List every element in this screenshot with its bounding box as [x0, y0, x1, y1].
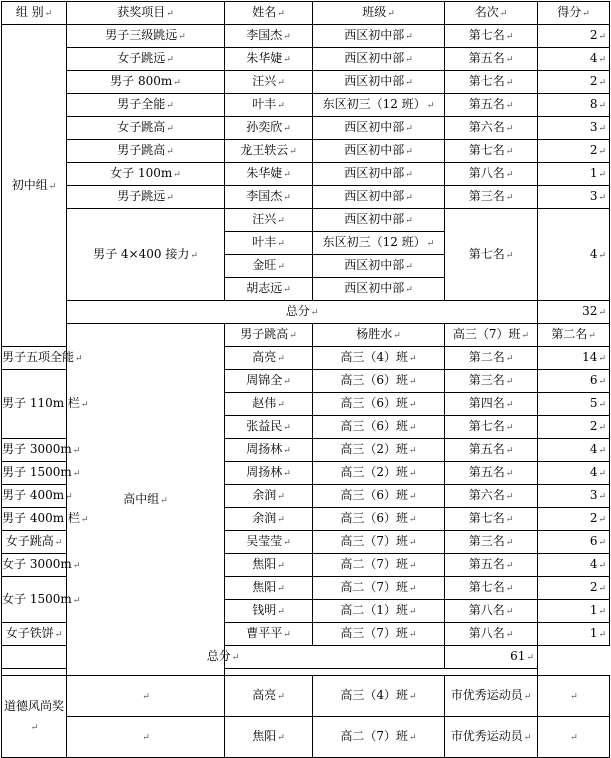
name-cell: 钱明 ↵ [225, 600, 313, 623]
class-cell: 高二（7）班 ↵ [313, 577, 445, 600]
class-cell: 西区初中部 ↵ [313, 25, 445, 48]
rank-cell: 第三名 ↵ [445, 531, 538, 554]
class-cell: 高三（6）班 ↵ [313, 485, 445, 508]
rank-cell-relay: 第七名 ↵ [445, 209, 538, 301]
header-event: 获奖项目 ↵ [67, 2, 225, 25]
event-cell: 女子铁饼 ↵ [2, 623, 67, 646]
header-score: 得分 ↵ [538, 2, 610, 25]
name-cell: 张益民 ↵ [225, 416, 313, 439]
event-cell: 女子跳高 ↵ [2, 531, 67, 554]
class-cell: 西区初中部 ↵ [313, 140, 445, 163]
name-cell: 胡志远 ↵ [225, 278, 313, 301]
header-group: 组 别 ↵ [2, 2, 67, 25]
table-row [2, 48, 610, 71]
class-cell: 西区初中部 ↵ [313, 48, 445, 71]
rank-cell: 第三名 ↵ [445, 186, 538, 209]
event-cell-hurdles: 男子 110m 栏 ↵ [2, 370, 67, 439]
rank-cell: 第五名 ↵ [445, 48, 538, 71]
score-cell: 2 ↵ [538, 140, 610, 163]
total-row-senior [2, 646, 610, 669]
name-cell: 朱华婕 ↵ [225, 48, 313, 71]
score-cell: 1 ↵ [538, 600, 610, 623]
name-cell: 叶丰 ↵ [225, 94, 313, 117]
class-cell: 西区初中部 ↵ [313, 209, 445, 232]
event-cell-empty [67, 717, 225, 758]
class-cell: 高三（7）班 ↵ [313, 531, 445, 554]
class-cell: 西区初中部 ↵ [313, 71, 445, 94]
score-cell: 2 ↵ [538, 25, 610, 48]
table-row [2, 324, 610, 347]
total-label: 总分 ↵ [2, 646, 445, 669]
name-cell: 汪兴 ↵ [225, 209, 313, 232]
table-row [2, 117, 610, 140]
name-cell: 高亮 ↵ [225, 347, 313, 370]
name-cell: 高亮 ↵ [225, 676, 313, 717]
score-cell: 3 ↵ [538, 117, 610, 140]
rank-cell: 第二名 ↵ [445, 347, 538, 370]
class-cell: 高三（7）班 ↵ [313, 623, 445, 646]
name-cell: 吴莹莹 ↵ [225, 531, 313, 554]
header-name: 姓名 ↵ [225, 2, 313, 25]
spacer-cell [2, 669, 538, 676]
total-row-junior [2, 301, 610, 324]
table-row [2, 94, 610, 117]
name-cell: 周扬林 ↵ [225, 439, 313, 462]
group-label-senior: 高中组 ↵ [67, 324, 225, 676]
spacer-row [2, 669, 610, 676]
name-cell: 汪兴 ↵ [225, 71, 313, 94]
name-cell: 焦阳 ↵ [225, 577, 313, 600]
rank-cell: 第七名 ↵ [445, 25, 538, 48]
event-cell: 女子跳高 ↵ [67, 117, 225, 140]
name-cell: 赵伟 ↵ [225, 393, 313, 416]
score-cell: 3 ↵ [538, 485, 610, 508]
class-cell: 高三（6）班 ↵ [313, 370, 445, 393]
score-cell: 1 ↵ [538, 163, 610, 186]
rank-cell: 第八名 ↵ [445, 623, 538, 646]
total-label: 总分 ↵ [67, 301, 538, 324]
event-cell: 男子五项全能 ↵ [2, 347, 67, 370]
rank-cell: 第五名 ↵ [445, 554, 538, 577]
score-cell: 2 ↵ [538, 508, 610, 531]
event-cell-w1500: 女子 1500m ↵ [2, 577, 67, 623]
rank-cell: 第四名 ↵ [445, 393, 538, 416]
score-cell: 14 ↵ [538, 347, 610, 370]
class-cell: 高三（4）班 ↵ [313, 676, 445, 717]
rank-cell: 市优秀运动员 ↵ [445, 717, 538, 758]
class-cell: 东区初三（12 班） ↵ [313, 232, 445, 255]
name-cell: 孙奕欣 ↵ [225, 117, 313, 140]
class-cell: 高三（4）班 ↵ [313, 347, 445, 370]
rank-cell: 第三名 ↵ [445, 370, 538, 393]
total-value: 61 ↵ [445, 646, 538, 669]
table-row [2, 209, 610, 232]
rank-cell: 第七名 ↵ [445, 508, 538, 531]
event-cell: 男子全能 ↵ [67, 94, 225, 117]
score-cell: 5 ↵ [538, 393, 610, 416]
class-cell: 西区初中部 ↵ [313, 163, 445, 186]
class-cell: 高三（6）班 ↵ [313, 416, 445, 439]
event-cell: 女子跳远 ↵ [67, 48, 225, 71]
class-cell: 西区初中部 ↵ [313, 255, 445, 278]
name-cell: 金旺 ↵ [225, 255, 313, 278]
rank-cell: 第六名 ↵ [445, 485, 538, 508]
class-cell: 高三（6）班 ↵ [313, 508, 445, 531]
class-cell: 高三（2）班 ↵ [313, 462, 445, 485]
header-class: 班级 ↵ [313, 2, 445, 25]
score-cell: 4 ↵ [538, 462, 610, 485]
name-cell: 焦阳 ↵ [225, 717, 313, 758]
name-cell: 余润 ↵ [225, 485, 313, 508]
rank-cell: 第五名 ↵ [445, 94, 538, 117]
class-cell: 西区初中部 ↵ [313, 186, 445, 209]
score-cell: 3 ↵ [538, 186, 610, 209]
score-cell: 2 ↵ [538, 71, 610, 94]
rank-cell: 第七名 ↵ [445, 140, 538, 163]
class-cell: 高二（7）班 ↵ [313, 554, 445, 577]
score-cell-empty [538, 676, 610, 717]
class-cell: 高三（7）班 ↵ [445, 324, 538, 347]
group-label-junior: 初中组 ↵ [2, 25, 67, 347]
name-cell: 龙王轶云 ↵ [225, 140, 313, 163]
score-cell: 2 ↵ [538, 416, 610, 439]
header-row [2, 2, 610, 25]
event-cell: 男子 3000m ↵ [2, 439, 67, 462]
event-cell: 女子 3000m ↵ [2, 554, 67, 577]
table-row [2, 186, 610, 209]
event-cell: 男子 400m 栏 ↵ [2, 508, 67, 531]
score-cell-empty [538, 717, 610, 758]
event-cell: 男子跳高 ↵ [67, 140, 225, 163]
event-cell-empty [67, 676, 225, 717]
rank-cell: 第八名 ↵ [445, 163, 538, 186]
table-row [2, 717, 610, 758]
name-cell: 李国杰 ↵ [225, 25, 313, 48]
score-cell: 1 ↵ [538, 623, 610, 646]
name-cell: 周扬林 ↵ [225, 462, 313, 485]
class-cell: 高二（7）班 ↵ [313, 717, 445, 758]
table-row [2, 25, 610, 48]
event-cell: 女子 100m ↵ [67, 163, 225, 186]
score-cell: 4 ↵ [538, 554, 610, 577]
awards-table [1, 1, 610, 758]
table-row [2, 71, 610, 94]
rank-cell: 市优秀运动员 ↵ [445, 676, 538, 717]
score-cell: 6 ↵ [538, 531, 610, 554]
event-cell: 男子 800m ↵ [67, 71, 225, 94]
name-cell: 杨胜水 ↵ [313, 324, 445, 347]
event-cell: 男子跳高 ↵ [225, 324, 313, 347]
class-cell: 西区初中部 ↵ [313, 278, 445, 301]
class-cell: 东区初三（12 班） ↵ [313, 94, 445, 117]
group-label-moral: 道德风尚奖 ↵ [2, 676, 67, 758]
score-cell: 6 ↵ [538, 370, 610, 393]
rank-cell: 第七名 ↵ [445, 416, 538, 439]
total-value: 32 ↵ [538, 301, 610, 324]
name-cell: 朱华婕 ↵ [225, 163, 313, 186]
class-cell: 高二（1）班 ↵ [313, 600, 445, 623]
class-cell: 高三（6）班 ↵ [313, 393, 445, 416]
name-cell: 叶丰 ↵ [225, 232, 313, 255]
score-cell: 8 ↵ [538, 94, 610, 117]
event-cell: 男子 1500m ↵ [2, 462, 67, 485]
score-cell-relay: 4 ↵ [538, 209, 610, 301]
rank-cell: 第七名 ↵ [445, 71, 538, 94]
rank-cell: 第五名 ↵ [445, 439, 538, 462]
event-cell: 男子三级跳远 ↵ [67, 25, 225, 48]
name-cell: 李国杰 ↵ [225, 186, 313, 209]
score-cell: 4 ↵ [538, 439, 610, 462]
event-cell-relay: 男子 4×400 接力 ↵ [67, 209, 225, 301]
event-cell: 男子跳远 ↵ [67, 186, 225, 209]
name-cell: 余润 ↵ [225, 508, 313, 531]
rank-cell: 第六名 ↵ [445, 117, 538, 140]
name-cell: 曹平平 ↵ [225, 623, 313, 646]
rank-cell: 第二名 ↵ [538, 324, 610, 347]
rank-cell: 第八名 ↵ [445, 600, 538, 623]
name-cell: 焦阳 ↵ [225, 554, 313, 577]
class-cell: 高三（2）班 ↵ [313, 439, 445, 462]
score-cell: 4 ↵ [538, 48, 610, 71]
rank-cell: 第五名 ↵ [445, 462, 538, 485]
table-row [2, 676, 610, 717]
table-row [2, 163, 610, 186]
header-rank: 名次 ↵ [445, 2, 538, 25]
rank-cell: 第七名 ↵ [445, 577, 538, 600]
event-cell: 男子 400m ↵ [2, 485, 67, 508]
name-cell: 周锦全 ↵ [225, 370, 313, 393]
class-cell: 西区初中部 ↵ [313, 117, 445, 140]
score-cell: 2 ↵ [538, 577, 610, 600]
table-row [2, 140, 610, 163]
